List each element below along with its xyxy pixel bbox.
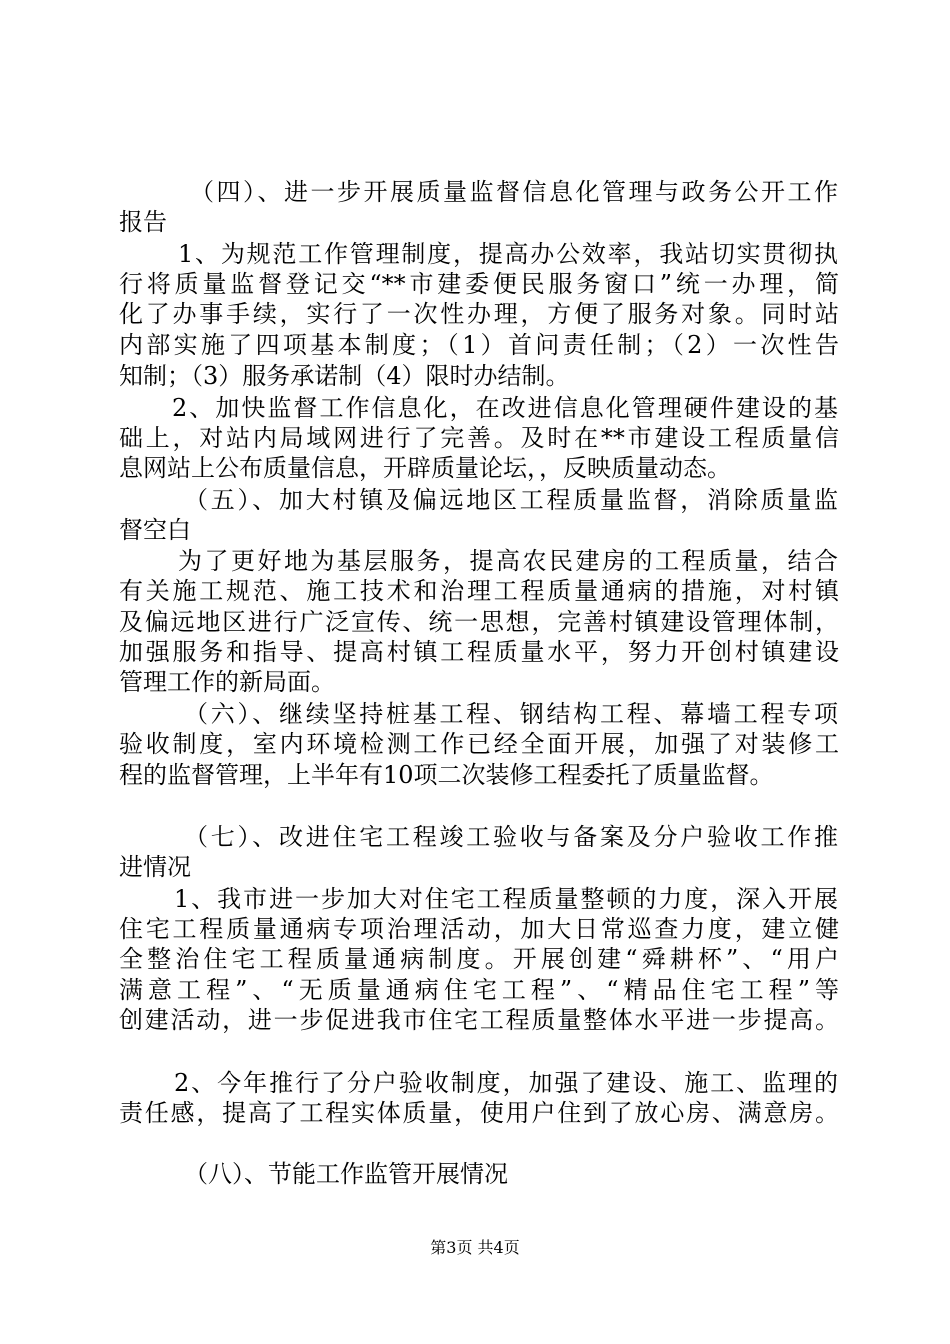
paragraph-line: 为了更好地为基层服务，提高农民建房的工程质量，结合	[178, 547, 838, 575]
paragraph-line: 1、为规范工作管理制度，提高办公效率，我站切实贯彻执	[178, 240, 838, 268]
paragraph-line: 满意工程”、“无质量通病住宅工程”、“精品住宅工程”等	[119, 976, 839, 1004]
section-heading-7-cont: 进情况	[119, 853, 191, 881]
paragraph-line: 2、加快监督工作信息化，在改进信息化管理硬件建设的基	[172, 394, 838, 422]
paragraph-line: 化了办事手续，实行了一次性办理，方便了服务对象。同时站	[119, 300, 839, 328]
paragraph-line: 息网站上公布质量信息，开辟质量论坛，，反映质量动态。	[119, 454, 731, 482]
paragraph-line: 管理工作的新局面。	[119, 668, 335, 696]
paragraph-line: 创建活动，进一步促进我市住宅工程质量整体水平进一步提高。	[119, 1006, 839, 1034]
paragraph-line: 加强服务和指导、提高村镇工程质量水平，努力开创村镇建设	[119, 638, 839, 666]
paragraph-line: 全整治住宅工程质量通病制度。开展创建“舜耕杯”、“用户	[119, 945, 839, 973]
paragraph-line: 责任感，提高了工程实体质量，使用户住到了放心房、满意房。	[119, 1099, 839, 1127]
paragraph-line: 验收制度，室内环境检测工作已经全面开展，加强了对装修工	[119, 730, 839, 758]
paragraph-line: 程的监督管理，上半年有10项二次装修工程委托了质量监督。	[119, 761, 774, 789]
section-heading-7: （七）、改进住宅工程竣工验收与备案及分户验收工作推	[184, 823, 838, 851]
paragraph-line: 住宅工程质量通病专项治理活动，加大日常巡查力度，建立健	[119, 915, 839, 943]
paragraph-line: 知制；（3）服务承诺制（4）限时办结制。	[119, 362, 570, 390]
paragraph-line: 有关施工规范、施工技术和治理工程质量通病的措施，对村镇	[119, 577, 839, 605]
section-heading-6: （六）、继续坚持桩基工程、钢结构工程、幕墙工程专项	[184, 700, 838, 728]
paragraph-line: 行将质量监督登记交“**市建委便民服务窗口”统一办理，简	[119, 270, 839, 298]
section-heading-4-cont: 报告	[119, 208, 167, 236]
paragraph-line: 1、我市进一步加大对住宅工程质量整顿的力度，深入开展	[174, 885, 838, 913]
section-heading-5-cont: 督空白	[119, 516, 191, 544]
section-heading-5: （五）、加大村镇及偏远地区工程质量监督，消除质量监	[184, 486, 838, 514]
page-number-footer: 第3页 共4页	[430, 1238, 520, 1257]
paragraph-line: 础上，对站内局域网进行了完善。及时在**市建设工程质量信	[119, 424, 839, 452]
paragraph-line: 内部实施了四项基本制度；（1）首问责任制；（2）一次性告	[119, 331, 839, 359]
paragraph-line: 及偏远地区进行广泛宣传、统一思想，完善村镇建设管理体制，	[119, 608, 839, 636]
paragraph-line: 2、今年推行了分户验收制度，加强了建设、施工、监理的	[174, 1069, 838, 1097]
section-heading-4: （四）、进一步开展质量监督信息化管理与政务公开工作	[190, 178, 838, 206]
section-heading-8: （八）、节能工作监管开展情况	[184, 1160, 508, 1188]
